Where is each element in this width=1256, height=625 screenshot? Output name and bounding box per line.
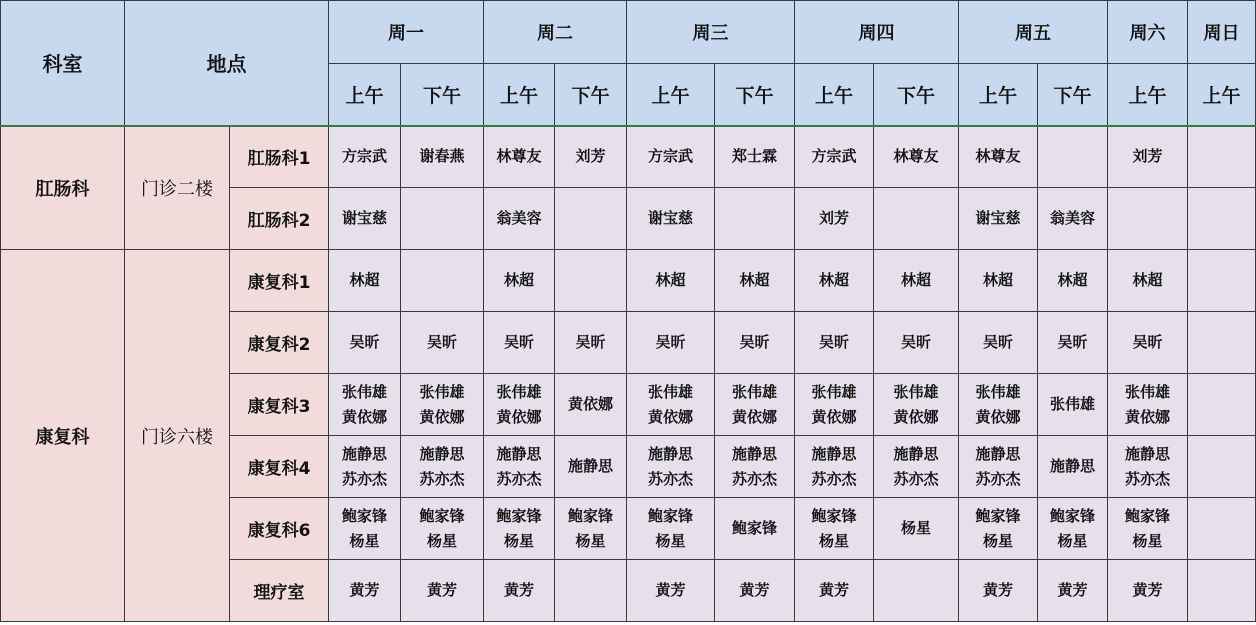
doctor-name: 黄芳 [349, 581, 380, 599]
doctor-name: 黄芳 [1132, 581, 1163, 599]
doctor-name: 苏亦杰 [341, 469, 387, 488]
schedule-cell [627, 436, 715, 498]
doctor-name: 林超 [982, 271, 1013, 289]
schedule-cell [874, 250, 959, 312]
header-half-9: 下午 [1038, 64, 1108, 126]
schedule-cell [795, 374, 874, 436]
doctor-name: 施静思 [419, 444, 465, 463]
doctor-name: 刘芳 [575, 147, 606, 166]
schedule-cell [959, 250, 1038, 312]
doctor-name: 林超 [349, 271, 380, 289]
schedule-cell [627, 250, 715, 312]
doctor-name: 林尊友 [893, 147, 939, 166]
doctor-name: 杨星 [575, 531, 606, 550]
schedule-cell [627, 188, 715, 250]
schedule-cell [555, 560, 627, 622]
schedule-cell [715, 436, 795, 498]
header-half-2: 上午 [484, 64, 555, 126]
schedule-cell [795, 436, 874, 498]
doctor-name: 林超 [818, 271, 849, 289]
doctor-name: 杨星 [655, 531, 686, 550]
schedule-cell [555, 188, 627, 250]
doctor-name: 林超 [739, 271, 770, 289]
header-half-6: 上午 [795, 64, 874, 126]
header-day-fri: 周五 [959, 1, 1108, 64]
schedule-cell [795, 188, 874, 250]
schedule-cell [715, 188, 795, 250]
schedule-cell [329, 312, 401, 374]
schedule-cell [715, 560, 795, 622]
schedule-cell [329, 250, 401, 312]
header-half-7: 下午 [874, 64, 959, 126]
doctor-name: 刘芳 [1132, 147, 1163, 166]
doctor-name: 鲍家锋 [567, 506, 613, 525]
room-name: 理疗室 [230, 560, 329, 622]
doctor-name: 苏亦杰 [647, 469, 693, 488]
doctor-name: 鲍家锋 [419, 506, 465, 525]
room-name: 康复科1 [230, 250, 329, 312]
doctor-name: 施静思 [647, 444, 693, 463]
schedule-cell [484, 560, 555, 622]
doctor-name: 鲍家锋 [731, 519, 777, 537]
table-row [1, 250, 1256, 312]
schedule-cell [329, 560, 401, 622]
doctor-name: 林尊友 [496, 147, 542, 166]
room-name: 肛肠科2 [230, 188, 329, 250]
schedule-cell [959, 374, 1038, 436]
header-half-1: 下午 [401, 64, 484, 126]
schedule-cell [401, 250, 484, 312]
schedule-cell [1038, 560, 1108, 622]
schedule-cell [555, 374, 627, 436]
schedule-cell [329, 498, 401, 560]
doctor-name: 张伟雄 [647, 382, 693, 401]
doctor-name: 鲍家锋 [496, 506, 542, 525]
doctor-name: 吴昕 [739, 333, 770, 351]
doctor-name: 施静思 [567, 457, 613, 475]
doctor-name: 张伟雄 [1049, 395, 1095, 413]
doctor-name: 黄依娜 [1124, 407, 1170, 426]
schedule-cell [874, 188, 959, 250]
doctor-name: 谢宝慈 [975, 209, 1021, 227]
doctor-name: 张伟雄 [341, 382, 387, 401]
schedule-cell [715, 312, 795, 374]
doctor-name: 杨星 [1132, 531, 1163, 550]
doctor-name: 谢宝慈 [647, 209, 693, 227]
doctor-name: 吴昕 [575, 333, 606, 351]
schedule-cell [1038, 436, 1108, 498]
doctor-name: 鲍家锋 [1124, 506, 1170, 525]
doctor-name: 杨星 [900, 519, 931, 537]
doctor-name: 苏亦杰 [496, 469, 542, 488]
doctor-name: 黄芳 [655, 581, 686, 599]
doctor-name: 杨星 [426, 531, 457, 550]
dept-location: 门诊六楼 [125, 250, 230, 622]
header-half-5: 下午 [715, 64, 795, 126]
doctor-name: 吴昕 [503, 333, 534, 351]
schedule-cell [1188, 374, 1256, 436]
schedule-cell [627, 560, 715, 622]
schedule-cell [484, 436, 555, 498]
schedule-cell [1038, 126, 1108, 188]
header-half-8: 上午 [959, 64, 1038, 126]
dept-location: 门诊二楼 [125, 126, 230, 250]
room-name: 康复科3 [230, 374, 329, 436]
schedule-cell [484, 312, 555, 374]
doctor-name: 林超 [1057, 271, 1088, 289]
doctor-name: 吴昕 [982, 333, 1013, 351]
schedule-cell [484, 498, 555, 560]
doctor-name: 方宗武 [341, 147, 387, 166]
doctor-name: 施静思 [975, 444, 1021, 463]
schedule-cell [959, 560, 1038, 622]
doctor-name: 黄芳 [818, 581, 849, 599]
schedule-cell [329, 188, 401, 250]
doctor-name: 鲍家锋 [341, 506, 387, 525]
doctor-name: 黄依娜 [647, 407, 693, 426]
schedule-cell [795, 250, 874, 312]
schedule-cell [1188, 436, 1256, 498]
header-day-sun: 周日 [1188, 1, 1256, 64]
header-day-sat: 周六 [1108, 1, 1188, 64]
schedule-cell [627, 126, 715, 188]
doctor-name: 张伟雄 [496, 382, 542, 401]
header-half-11: 上午 [1188, 64, 1256, 126]
schedule-cell [874, 312, 959, 374]
schedule-cell [1188, 188, 1256, 250]
doctor-name: 施静思 [731, 444, 777, 463]
schedule-cell [1108, 312, 1188, 374]
doctor-name: 方宗武 [647, 147, 693, 166]
doctor-name: 苏亦杰 [811, 469, 857, 488]
doctor-name: 林超 [503, 271, 534, 289]
schedule-cell [1108, 188, 1188, 250]
schedule-cell [959, 126, 1038, 188]
header-day-wed: 周三 [627, 1, 795, 64]
header-dept: 科室 [1, 1, 125, 126]
schedule-cell [1188, 560, 1256, 622]
schedule-cell [401, 188, 484, 250]
doctor-name: 林超 [1132, 271, 1163, 289]
room-name: 肛肠科1 [230, 126, 329, 188]
schedule-cell [874, 498, 959, 560]
schedule-cell [1108, 126, 1188, 188]
schedule-cell [555, 250, 627, 312]
schedule-cell [329, 436, 401, 498]
schedule-cell [1188, 312, 1256, 374]
schedule-cell [484, 188, 555, 250]
doctor-name: 张伟雄 [893, 382, 939, 401]
doctor-name: 吴昕 [1132, 333, 1163, 351]
doctor-name: 吴昕 [900, 333, 931, 351]
room-name: 康复科2 [230, 312, 329, 374]
schedule-cell [1038, 188, 1108, 250]
doctor-name: 施静思 [1049, 457, 1095, 475]
doctor-name: 黄依娜 [419, 407, 465, 426]
schedule-cell [874, 374, 959, 436]
schedule-cell [959, 436, 1038, 498]
schedule-cell [1108, 498, 1188, 560]
schedule-cell [795, 560, 874, 622]
doctor-name: 翁美容 [496, 209, 542, 227]
doctor-name: 苏亦杰 [893, 469, 939, 488]
schedule-cell [1108, 250, 1188, 312]
doctor-name: 张伟雄 [975, 382, 1021, 401]
schedule-cell [715, 126, 795, 188]
header-day-tue: 周二 [484, 1, 627, 64]
doctor-name: 施静思 [496, 444, 542, 463]
schedule-cell [715, 498, 795, 560]
schedule-cell [1188, 126, 1256, 188]
doctor-name: 张伟雄 [1124, 382, 1170, 401]
doctor-name: 吴昕 [426, 333, 457, 351]
header-day-thu: 周四 [795, 1, 959, 64]
doctor-name: 张伟雄 [419, 382, 465, 401]
doctor-name: 黄芳 [503, 581, 534, 599]
schedule-cell [401, 498, 484, 560]
doctor-name: 翁美容 [1049, 209, 1095, 227]
schedule-cell [874, 436, 959, 498]
dept-name: 康复科 [1, 250, 125, 622]
doctor-name: 施静思 [811, 444, 857, 463]
schedule-cell [401, 126, 484, 188]
schedule-cell [329, 126, 401, 188]
doctor-name: 林超 [900, 271, 931, 289]
schedule-cell [484, 250, 555, 312]
schedule-cell [555, 312, 627, 374]
header-half-4: 上午 [627, 64, 715, 126]
header-half-0: 上午 [329, 64, 401, 126]
header-half-10: 上午 [1108, 64, 1188, 126]
doctor-name: 林尊友 [975, 147, 1021, 166]
doctor-name: 杨星 [503, 531, 534, 550]
schedule-cell [1038, 498, 1108, 560]
doctor-name: 苏亦杰 [975, 469, 1021, 488]
schedule-cell [1038, 312, 1108, 374]
doctor-name: 黄芳 [739, 581, 770, 599]
doctor-name: 黄依娜 [341, 407, 387, 426]
doctor-name: 鲍家锋 [811, 506, 857, 525]
doctor-name: 苏亦杰 [419, 469, 465, 488]
doctor-name: 黄芳 [426, 581, 457, 599]
schedule-cell [401, 560, 484, 622]
schedule-cell [401, 436, 484, 498]
schedule-cell [1188, 250, 1256, 312]
doctor-name: 谢宝慈 [341, 209, 387, 227]
schedule-cell [959, 312, 1038, 374]
doctor-name: 黄依娜 [496, 407, 542, 426]
doctor-name: 方宗武 [811, 147, 857, 166]
doctor-name: 张伟雄 [811, 382, 857, 401]
header-location: 地点 [125, 1, 329, 126]
schedule-cell [715, 374, 795, 436]
schedule-cell [795, 126, 874, 188]
doctor-name: 吴昕 [349, 333, 380, 351]
schedule-cell [959, 188, 1038, 250]
doctor-name: 谢春燕 [419, 147, 465, 166]
doctor-name: 黄依娜 [893, 407, 939, 426]
doctor-name: 施静思 [1124, 444, 1170, 463]
doctor-name: 黄芳 [982, 581, 1013, 599]
doctor-name: 鲍家锋 [975, 506, 1021, 525]
doctor-name: 杨星 [982, 531, 1013, 550]
doctor-name: 刘芳 [818, 209, 849, 227]
schedule-cell [484, 374, 555, 436]
schedule-cell [329, 374, 401, 436]
doctor-name: 吴昕 [655, 333, 686, 351]
doctor-name: 杨星 [1057, 531, 1088, 550]
room-name: 康复科4 [230, 436, 329, 498]
doctor-name: 黄依娜 [975, 407, 1021, 426]
room-name: 康复科6 [230, 498, 329, 560]
header-half-3: 下午 [555, 64, 627, 126]
doctor-name: 苏亦杰 [1124, 469, 1170, 488]
table-row [1, 126, 1256, 188]
doctor-name: 杨星 [349, 531, 380, 550]
schedule-cell [401, 374, 484, 436]
schedule-cell [1038, 250, 1108, 312]
doctor-name: 张伟雄 [731, 382, 777, 401]
schedule-cell [555, 126, 627, 188]
doctor-name: 郑士霖 [731, 147, 777, 166]
schedule-cell [627, 312, 715, 374]
doctor-name: 林超 [655, 271, 686, 289]
doctor-name: 黄芳 [1057, 581, 1088, 599]
schedule-cell [874, 126, 959, 188]
doctor-name: 鲍家锋 [647, 506, 693, 525]
schedule-cell [959, 498, 1038, 560]
schedule-cell [1038, 374, 1108, 436]
header-day-mon: 周一 [329, 1, 484, 64]
schedule-cell [1108, 374, 1188, 436]
doctor-name: 施静思 [893, 444, 939, 463]
schedule-cell [1108, 560, 1188, 622]
schedule-cell [715, 250, 795, 312]
doctor-name: 杨星 [818, 531, 849, 550]
doctor-name: 施静思 [341, 444, 387, 463]
doctor-name: 黄依娜 [731, 407, 777, 426]
doctor-name: 苏亦杰 [731, 469, 777, 488]
dept-name: 肛肠科 [1, 126, 125, 250]
schedule-cell [555, 498, 627, 560]
schedule-cell [874, 560, 959, 622]
doctor-name: 吴昕 [818, 333, 849, 351]
doctor-name: 黄依娜 [811, 407, 857, 426]
schedule-cell [401, 312, 484, 374]
schedule-cell [627, 498, 715, 560]
schedule-cell [795, 498, 874, 560]
doctor-name: 鲍家锋 [1049, 506, 1095, 525]
doctor-name: 黄依娜 [567, 395, 613, 413]
schedule-cell [795, 312, 874, 374]
schedule-cell [555, 436, 627, 498]
doctor-name: 吴昕 [1057, 333, 1088, 351]
schedule-cell [1188, 498, 1256, 560]
schedule-cell [627, 374, 715, 436]
schedule-cell [1108, 436, 1188, 498]
schedule-cell [484, 126, 555, 188]
